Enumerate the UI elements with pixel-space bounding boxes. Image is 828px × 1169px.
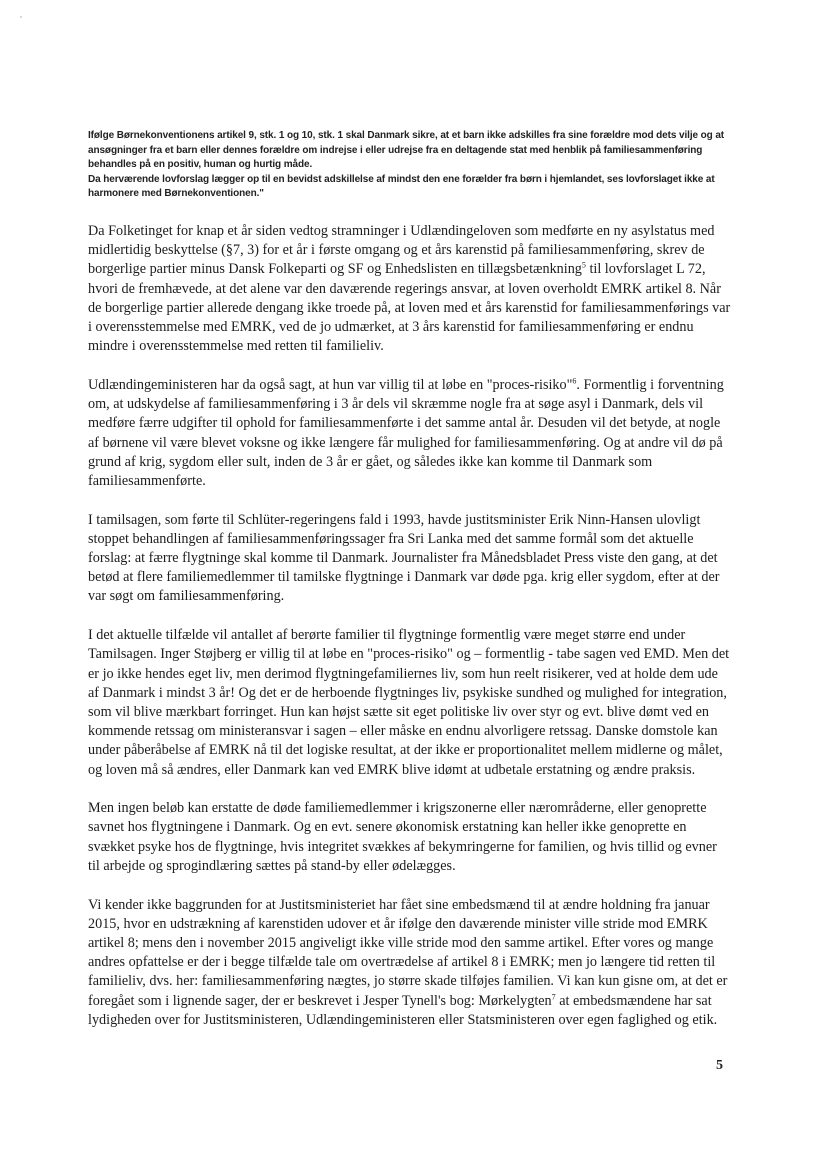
paragraph-6-text-b: at embedsmændene har sat lydigheden over for Justitsministeren, Udlændingeministeren eller Statsministeren over egen faglighed og etik.	[88, 992, 718, 1028]
paragraph-2-text-b: . Formentlig i forventning om, at udskydelse af familiesammenføring i 3 år dels vil skræmme nogle fra at søge asyl i Danmark, dels vil medføre færre udgifter til ophold for familiesammenførte i det samme antal år. Desuden vil det betyde, at nogle af børnene vil være blevet voksne og ikke længere får mulighed for familiesammenføring. Og at andre vil dø på grund af krig, sygdom eller sult, inden de 3 år er gået, og således ikke kan komme til Danmark som familiesammenførte.	[88, 376, 724, 489]
page-number: 5	[716, 1058, 723, 1073]
paragraph-6	[88, 896, 732, 1030]
footnote-ref-5: 5	[581, 260, 586, 270]
quote-paragraph-2: Da herværende lovforslag lægger op til en bevidst adskillelse af mindst den ene forælder fra børn i hjemlandet, ses lovforslaget ikke at harmonere med Børnekonventionen."	[88, 173, 715, 199]
paragraph-1-text-b: til lovforslaget L 72, hvori de fremhævede, at det alene var den daværende regerings ansvar, at loven overholdt EMRK artikel 8. Når de borgerlige partier allerede dengang ikke troede på, at loven med et års karenstid for familiesammenførings var i overensstemmelse med EMRK, ved de jo udmærket, at 3 års karenstid for familiesammenføring er endnu mindre i overensstemmelse med retten til familieliv.	[88, 261, 731, 355]
quote-paragraph-1: Ifølge Børnekonventionens artikel 9, stk. 1 og 10, stk. 1 skal Danmark sikre, at et barn ikke adskilles fra sine forældre mod dets vilje og at ansøgninger fra et barn eller dennes forældre om indrejse i eller udrejse fra en deltagende stat med henblik på familiesammenføring behandles på en positiv, human og hurtig måde.	[88, 130, 725, 170]
paragraph-5: Men ingen beløb kan erstatte de døde familiemedlemmer i krigszonerne eller nærområderne, eller genoprette savnet hos flygtningene i Danmark. Og en evt. senere økonomisk erstatning kan heller ikke genoprette en svækket psyke hos de flygtninge, hvis integritet svækkes af bekymringerne for familien, og hvis tillid og evner til arbejde og sprogindlæring sættes på stand-by eller ødelægges.	[88, 800, 717, 874]
footnote-ref-7: 7	[551, 991, 556, 1001]
footnote-ref-6: 6	[572, 376, 577, 386]
paragraph-2	[88, 376, 732, 491]
paragraph-4: I det aktuelle tilfælde vil antallet af berørte familier til flygtninge formentlig være meget større end under Tamilsagen. Inger Støjberg er villig til at løbe en "proces-risiko" og – formentlig - tabe sagen ved EMD. Men det er jo ikke hendes eget liv, men derimod flygtningefamiliernes liv, som hun reelt risikerer, ved at holde dem ude af Danmark i mindst 3 år! Og det er de herboende flygtninges liv, psykiske sundhed og mulighed for integration, som vil blive mærkbart forringet. Hun kan højst sætte sit eget politiske liv over styr og evt. blive dømt ved en kommende retssag om ministeransvar i sagen – eller måske en endnu alvorligere retssag. Danske domstole kan under påberåbelse af EMRK nå til det logiske resultat, at der ikke er proportionalitet mellem midlerne og målet, og loven må så ændres, eller Danmark kan ved EMRK blive idømt at udbetale erstatning og ændre praksis.	[88, 627, 730, 778]
body-text	[88, 222, 732, 1050]
paragraph-6-text-a: Vi kender ikke baggrunden for at Justitsministeriet har fået sine embedsmænd til at ændre holdning fra januar 2015, hvor en udstrækning af karenstiden udover et år ifølge den daværende minister ville stride mod EMRK artikel 8; mens den i november 2015 angiveligt ikke ville stride mod den samme artikel. Efter vores og mange andres opfattelse er der i begge tilfælde tale om overtrædelse af artikel 8 i EMRK; men jo længere tid retten til familieliv, dvs. her: familiesammenføring nægtes, jo større skade tilføjes familien. Vi kan kun gisne om, at det er foregået som i lignende sager, der er beskrevet i Jesper Tynell's bog: Mørkelygten	[88, 896, 728, 1009]
paragraph-2-text-a: Udlændingeministeren har da også sagt, at hun var villig til at løbe en "proces-risiko"	[88, 376, 573, 393]
paragraph-3: I tamilsagen, som førte til Schlüter-regeringens fald i 1993, havde justitsminister Erik Ninn-Hansen ulovligt stoppet behandlingen af familiesammenføringssager fra Sri Lanka med det samme formål som det aktuelle forslag: at færre flygtninge skal komme til Danmark. Journalister fra Månedsbladet Press viste den gang, at det betød at flere familiemedlemmer til tamilske flygtninge i Danmark var døde pga. krig eller sygdom, efter at der var søgt om familiesammenføring.	[88, 511, 720, 605]
paragraph-1-text-a: Da Folketinget for knap et år siden vedtog stramninger i Udlændingeloven som medførte en ny asylstatus med midlertidig beskyttelse (§7, 3) for et år i første omgang og et års karenstid på familiesammenføring, skrev de borgerlige partier minus Dansk Folkeparti og SF og Enhedslisten en tillægsbetænkning	[88, 223, 715, 278]
quoted-passage	[88, 129, 728, 202]
paragraph-1	[88, 222, 732, 356]
scan-speck	[20, 16, 22, 18]
